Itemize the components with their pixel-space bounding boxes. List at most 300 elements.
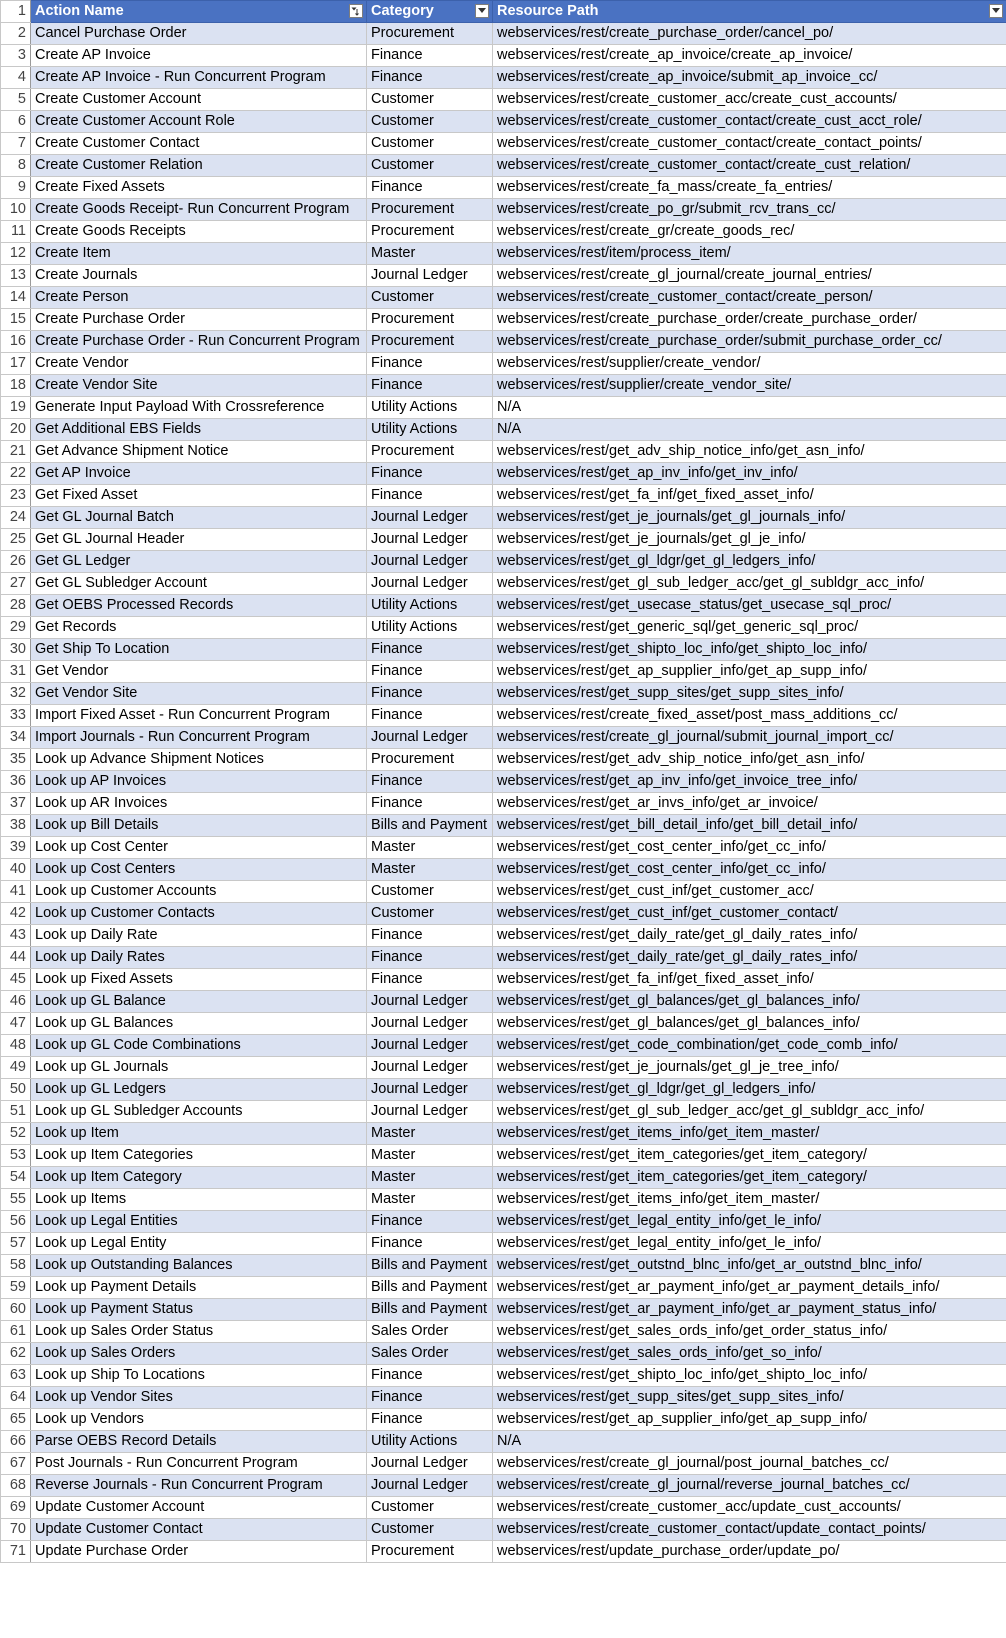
cell-category[interactable]: Customer [367,1497,493,1519]
cell-action-name[interactable]: Get GL Journal Header [31,529,367,551]
row-number[interactable]: 66 [1,1431,31,1453]
filter-dropdown-icon[interactable] [989,4,1003,18]
cell-action-name[interactable]: Look up AR Invoices [31,793,367,815]
cell-action-name[interactable]: Get OEBS Processed Records [31,595,367,617]
cell-action-name[interactable]: Create Vendor Site [31,375,367,397]
row-number[interactable]: 46 [1,991,31,1013]
row-number[interactable]: 26 [1,551,31,573]
cell-resource-path[interactable]: webservices/rest/create_po_gr/submit_rcv_trans_cc/ [493,199,1006,221]
table-row [1,991,1006,1013]
cell-category[interactable]: Journal Ledger [367,1079,493,1101]
cell-resource-path[interactable]: webservices/rest/create_ap_invoice/submit_ap_invoice_cc/ [493,67,1006,89]
cell-category[interactable]: Procurement [367,309,493,331]
cell-action-name[interactable]: Look up Advance Shipment Notices [31,749,367,771]
row-number[interactable]: 56 [1,1211,31,1233]
cell-action-name[interactable]: Create Purchase Order [31,309,367,331]
cell-category[interactable]: Customer [367,287,493,309]
cell-category[interactable]: Finance [367,969,493,991]
cell-action-name[interactable]: Look up Fixed Assets [31,969,367,991]
cell-resource-path[interactable]: webservices/rest/create_customer_acc/create_cust_accounts/ [493,89,1006,111]
cell-category[interactable]: Procurement [367,1541,493,1563]
cell-action-name[interactable]: Look up Payment Details [31,1277,367,1299]
cell-resource-path[interactable]: N/A [493,397,1006,419]
cell-action-name[interactable]: Create Customer Account [31,89,367,111]
column-header-category[interactable] [367,1,493,23]
cell-resource-path[interactable]: webservices/rest/get_legal_entity_info/get_le_info/ [493,1211,1006,1233]
row-number[interactable]: 23 [1,485,31,507]
row-number[interactable]: 39 [1,837,31,859]
cell-resource-path[interactable]: webservices/rest/get_legal_entity_info/get_le_info/ [493,1233,1006,1255]
cell-action-name[interactable]: Update Customer Account [31,1497,367,1519]
table-row [1,1277,1006,1299]
cell-action-name[interactable]: Look up Customer Contacts [31,903,367,925]
cell-resource-path[interactable]: webservices/rest/update_purchase_order/update_po/ [493,1541,1006,1563]
cell-resource-path[interactable]: webservices/rest/get_bill_detail_info/get_bill_detail_info/ [493,815,1006,837]
cell-resource-path[interactable]: webservices/rest/create_gl_journal/post_journal_batches_cc/ [493,1453,1006,1475]
cell-action-name[interactable]: Create Journals [31,265,367,287]
row-number[interactable]: 14 [1,287,31,309]
cell-category[interactable]: Journal Ledger [367,573,493,595]
cell-category[interactable]: Bills and Payment [367,815,493,837]
row-number[interactable]: 43 [1,925,31,947]
cell-resource-path[interactable]: webservices/rest/get_cust_inf/get_customer_acc/ [493,881,1006,903]
cell-resource-path[interactable]: webservices/rest/create_fixed_asset/post_mass_additions_cc/ [493,705,1006,727]
cell-action-name[interactable]: Import Journals - Run Concurrent Program [31,727,367,749]
cell-resource-path[interactable]: webservices/rest/create_gr/create_goods_rec/ [493,221,1006,243]
row-number[interactable]: 19 [1,397,31,419]
cell-action-name[interactable]: Look up Ship To Locations [31,1365,367,1387]
row-number[interactable]: 2 [1,23,31,45]
cell-category[interactable]: Finance [367,705,493,727]
cell-resource-path[interactable]: webservices/rest/create_ap_invoice/create_ap_invoice/ [493,45,1006,67]
cell-category[interactable]: Customer [367,155,493,177]
cell-action-name[interactable]: Look up Cost Center [31,837,367,859]
cell-category[interactable]: Journal Ledger [367,727,493,749]
cell-resource-path[interactable]: webservices/rest/get_ap_supplier_info/get_ap_supp_info/ [493,1409,1006,1431]
row-number[interactable]: 36 [1,771,31,793]
cell-resource-path[interactable]: N/A [493,1431,1006,1453]
cell-category[interactable]: Sales Order [367,1321,493,1343]
cell-category[interactable]: Journal Ledger [367,529,493,551]
row-number[interactable]: 53 [1,1145,31,1167]
row-number[interactable]: 6 [1,111,31,133]
cell-action-name[interactable]: Look up GL Ledgers [31,1079,367,1101]
cell-resource-path[interactable]: webservices/rest/get_ap_inv_info/get_invoice_tree_info/ [493,771,1006,793]
cell-resource-path[interactable]: webservices/rest/get_cost_center_info/get_cc_info/ [493,859,1006,881]
row-number[interactable]: 31 [1,661,31,683]
cell-action-name[interactable]: Get Vendor Site [31,683,367,705]
cell-resource-path[interactable]: webservices/rest/get_cust_inf/get_customer_contact/ [493,903,1006,925]
cell-resource-path[interactable]: webservices/rest/get_sales_ords_info/get_order_status_info/ [493,1321,1006,1343]
cell-category[interactable]: Customer [367,881,493,903]
cell-category[interactable]: Customer [367,111,493,133]
cell-resource-path[interactable]: webservices/rest/get_gl_sub_ledger_acc/get_gl_subldgr_acc_info/ [493,573,1006,595]
cell-action-name[interactable]: Get Records [31,617,367,639]
cell-category[interactable]: Procurement [367,199,493,221]
cell-category[interactable]: Procurement [367,221,493,243]
cell-action-name[interactable]: Look up Bill Details [31,815,367,837]
column-header-label: Action Name [35,3,124,19]
cell-category[interactable]: Journal Ledger [367,991,493,1013]
row-number[interactable]: 47 [1,1013,31,1035]
row-number[interactable]: 48 [1,1035,31,1057]
row-number[interactable]: 55 [1,1189,31,1211]
cell-action-name[interactable]: Look up Sales Orders [31,1343,367,1365]
cell-resource-path[interactable]: webservices/rest/get_adv_ship_notice_info/get_asn_info/ [493,749,1006,771]
cell-action-name[interactable]: Get Additional EBS Fields [31,419,367,441]
cell-category[interactable]: Master [367,1123,493,1145]
cell-action-name[interactable]: Get Fixed Asset [31,485,367,507]
cell-resource-path[interactable]: webservices/rest/create_gl_journal/create_journal_entries/ [493,265,1006,287]
row-number[interactable]: 58 [1,1255,31,1277]
cell-action-name[interactable]: Get GL Subledger Account [31,573,367,595]
cell-category[interactable]: Procurement [367,23,493,45]
row-number[interactable]: 11 [1,221,31,243]
cell-resource-path[interactable]: webservices/rest/get_generic_sql/get_generic_sql_proc/ [493,617,1006,639]
cell-action-name[interactable]: Create Customer Contact [31,133,367,155]
table-row [1,1541,1006,1563]
cell-resource-path[interactable]: webservices/rest/get_sales_ords_info/get_so_info/ [493,1343,1006,1365]
cell-action-name[interactable]: Create Customer Relation [31,155,367,177]
cell-category[interactable]: Finance [367,67,493,89]
cell-resource-path[interactable]: webservices/rest/get_items_info/get_item_master/ [493,1123,1006,1145]
row-number[interactable]: 25 [1,529,31,551]
cell-action-name[interactable]: Generate Input Payload With Crossreference [31,397,367,419]
cell-category[interactable]: Finance [367,45,493,67]
cell-category[interactable]: Master [367,243,493,265]
cell-action-name[interactable]: Look up Outstanding Balances [31,1255,367,1277]
cell-action-name[interactable]: Update Purchase Order [31,1541,367,1563]
row-number[interactable]: 40 [1,859,31,881]
cell-resource-path[interactable]: webservices/rest/supplier/create_vendor/ [493,353,1006,375]
filter-dropdown-icon[interactable] [475,4,489,18]
cell-resource-path[interactable]: webservices/rest/get_je_journals/get_gl_je_tree_info/ [493,1057,1006,1079]
cell-category[interactable]: Master [367,1167,493,1189]
row-number[interactable]: 59 [1,1277,31,1299]
cell-action-name[interactable]: Create Goods Receipt- Run Concurrent Program [31,199,367,221]
cell-category[interactable]: Finance [367,661,493,683]
table-row [1,1365,1006,1387]
cell-resource-path[interactable]: webservices/rest/get_items_info/get_item_master/ [493,1189,1006,1211]
row-number[interactable]: 60 [1,1299,31,1321]
cell-category[interactable]: Master [367,1145,493,1167]
cell-resource-path[interactable]: webservices/rest/get_ap_supplier_info/get_ap_supp_info/ [493,661,1006,683]
cell-category[interactable]: Customer [367,1519,493,1541]
cell-action-name[interactable]: Look up Daily Rates [31,947,367,969]
row-number[interactable]: 13 [1,265,31,287]
cell-category[interactable]: Finance [367,1365,493,1387]
cell-action-name[interactable]: Look up Legal Entity [31,1233,367,1255]
cell-resource-path[interactable]: webservices/rest/get_fa_inf/get_fixed_asset_info/ [493,485,1006,507]
cell-resource-path[interactable]: N/A [493,419,1006,441]
cell-resource-path[interactable]: webservices/rest/get_ar_payment_info/get_ar_payment_details_info/ [493,1277,1006,1299]
cell-action-name[interactable]: Create Goods Receipts [31,221,367,243]
row-number[interactable]: 33 [1,705,31,727]
table-row [1,199,1006,221]
cell-resource-path[interactable]: webservices/rest/get_item_categories/get_item_category/ [493,1167,1006,1189]
cell-category[interactable]: Procurement [367,331,493,353]
cell-category[interactable]: Finance [367,639,493,661]
row-number[interactable]: 38 [1,815,31,837]
cell-category[interactable]: Sales Order [367,1343,493,1365]
cell-category[interactable]: Customer [367,133,493,155]
cell-resource-path[interactable]: webservices/rest/get_outstnd_blnc_info/get_ar_outstnd_blnc_info/ [493,1255,1006,1277]
cell-resource-path[interactable]: webservices/rest/get_cost_center_info/get_cc_info/ [493,837,1006,859]
cell-resource-path[interactable]: webservices/rest/get_ap_inv_info/get_inv_info/ [493,463,1006,485]
row-number[interactable]: 10 [1,199,31,221]
row-number[interactable]: 63 [1,1365,31,1387]
row-number[interactable]: 62 [1,1343,31,1365]
sort-filter-icon[interactable] [349,4,363,18]
cell-category[interactable]: Finance [367,1387,493,1409]
row-number[interactable]: 65 [1,1409,31,1431]
cell-action-name[interactable]: Look up GL Journals [31,1057,367,1079]
cell-resource-path[interactable]: webservices/rest/get_shipto_loc_info/get_shipto_loc_info/ [493,639,1006,661]
cell-category[interactable]: Finance [367,1211,493,1233]
column-header-resource-path[interactable] [493,1,1006,23]
cell-action-name[interactable]: Get GL Journal Batch [31,507,367,529]
cell-category[interactable]: Finance [367,177,493,199]
row-number[interactable]: 34 [1,727,31,749]
cell-category[interactable]: Finance [367,793,493,815]
cell-category[interactable]: Journal Ledger [367,507,493,529]
cell-action-name[interactable]: Look up AP Invoices [31,771,367,793]
cell-action-name[interactable]: Look up GL Balances [31,1013,367,1035]
cell-category[interactable]: Master [367,859,493,881]
cell-action-name[interactable]: Look up GL Balance [31,991,367,1013]
cell-resource-path[interactable]: webservices/rest/get_item_categories/get_item_category/ [493,1145,1006,1167]
cell-category[interactable]: Finance [367,1409,493,1431]
row-number[interactable]: 21 [1,441,31,463]
cell-action-name[interactable]: Get Vendor [31,661,367,683]
cell-resource-path[interactable]: webservices/rest/get_gl_balances/get_gl_balances_info/ [493,1013,1006,1035]
cell-action-name[interactable]: Look up Items [31,1189,367,1211]
cell-resource-path[interactable]: webservices/rest/get_fa_inf/get_fixed_asset_info/ [493,969,1006,991]
cell-category[interactable]: Utility Actions [367,397,493,419]
cell-action-name[interactable]: Look up GL Subledger Accounts [31,1101,367,1123]
cell-category[interactable]: Journal Ledger [367,1057,493,1079]
cell-category[interactable]: Finance [367,463,493,485]
row-number[interactable]: 54 [1,1167,31,1189]
cell-action-name[interactable]: Create Customer Account Role [31,111,367,133]
row-number[interactable]: 17 [1,353,31,375]
cell-category[interactable]: Journal Ledger [367,551,493,573]
cell-category[interactable]: Finance [367,925,493,947]
cell-resource-path[interactable]: webservices/rest/create_customer_contact/create_contact_points/ [493,133,1006,155]
cell-category[interactable]: Bills and Payment [367,1255,493,1277]
cell-resource-path[interactable]: webservices/rest/item/process_item/ [493,243,1006,265]
cell-resource-path[interactable]: webservices/rest/create_gl_journal/reverse_journal_batches_cc/ [493,1475,1006,1497]
cell-action-name[interactable]: Create Person [31,287,367,309]
table-row [1,111,1006,133]
cell-action-name[interactable]: Look up Legal Entities [31,1211,367,1233]
cell-action-name[interactable]: Look up Daily Rate [31,925,367,947]
cell-category[interactable]: Bills and Payment [367,1277,493,1299]
cell-category[interactable]: Finance [367,485,493,507]
cell-action-name[interactable]: Look up Cost Centers [31,859,367,881]
row-number[interactable]: 7 [1,133,31,155]
cell-category[interactable]: Journal Ledger [367,1013,493,1035]
cell-action-name[interactable]: Look up GL Code Combinations [31,1035,367,1057]
cell-resource-path[interactable]: webservices/rest/create_customer_contact/create_cust_relation/ [493,155,1006,177]
table-row [1,397,1006,419]
cell-category[interactable]: Journal Ledger [367,1453,493,1475]
row-number[interactable]: 70 [1,1519,31,1541]
cell-action-name[interactable]: Create Purchase Order - Run Concurrent Program [31,331,367,353]
cell-category[interactable]: Master [367,1189,493,1211]
row-number[interactable]: 29 [1,617,31,639]
cell-resource-path[interactable]: webservices/rest/create_gl_journal/submit_journal_import_cc/ [493,727,1006,749]
cell-category[interactable]: Utility Actions [367,419,493,441]
row-number[interactable]: 45 [1,969,31,991]
cell-action-name[interactable]: Look up Vendors [31,1409,367,1431]
table-row [1,617,1006,639]
cell-resource-path[interactable]: webservices/rest/get_adv_ship_notice_info/get_asn_info/ [493,441,1006,463]
cell-action-name[interactable]: Post Journals - Run Concurrent Program [31,1453,367,1475]
cell-action-name[interactable]: Reverse Journals - Run Concurrent Program [31,1475,367,1497]
row-number[interactable]: 20 [1,419,31,441]
cell-action-name[interactable]: Import Fixed Asset - Run Concurrent Program [31,705,367,727]
row-number[interactable]: 16 [1,331,31,353]
cell-category[interactable]: Customer [367,903,493,925]
cell-category[interactable]: Utility Actions [367,595,493,617]
cell-resource-path[interactable]: webservices/rest/get_code_combination/get_code_comb_info/ [493,1035,1006,1057]
cell-action-name[interactable]: Look up Vendor Sites [31,1387,367,1409]
cell-category[interactable]: Procurement [367,749,493,771]
cell-resource-path[interactable]: webservices/rest/create_customer_contact/create_person/ [493,287,1006,309]
row-number[interactable]: 1 [1,1,31,23]
cell-resource-path[interactable]: webservices/rest/supplier/create_vendor_site/ [493,375,1006,397]
cell-category[interactable]: Master [367,837,493,859]
cell-resource-path[interactable]: webservices/rest/get_gl_ldgr/get_gl_ledgers_info/ [493,1079,1006,1101]
cell-category[interactable]: Finance [367,771,493,793]
row-number[interactable]: 18 [1,375,31,397]
cell-category[interactable]: Finance [367,947,493,969]
cell-category[interactable]: Customer [367,89,493,111]
cell-resource-path[interactable]: webservices/rest/create_customer_contact/create_cust_acct_role/ [493,111,1006,133]
table-row [1,969,1006,991]
row-number[interactable]: 22 [1,463,31,485]
row-number[interactable]: 3 [1,45,31,67]
cell-resource-path[interactable]: webservices/rest/get_ar_payment_info/get_ar_payment_status_info/ [493,1299,1006,1321]
row-number[interactable]: 27 [1,573,31,595]
cell-action-name[interactable]: Parse OEBS Record Details [31,1431,367,1453]
cell-category[interactable]: Journal Ledger [367,1475,493,1497]
cell-action-name[interactable]: Create Fixed Assets [31,177,367,199]
cell-action-name[interactable]: Look up Sales Order Status [31,1321,367,1343]
row-number[interactable]: 32 [1,683,31,705]
row-number[interactable]: 61 [1,1321,31,1343]
row-number[interactable]: 28 [1,595,31,617]
row-number[interactable]: 37 [1,793,31,815]
row-number[interactable]: 5 [1,89,31,111]
row-number[interactable]: 68 [1,1475,31,1497]
cell-action-name[interactable]: Look up Item [31,1123,367,1145]
row-number[interactable]: 64 [1,1387,31,1409]
cell-action-name[interactable]: Get Advance Shipment Notice [31,441,367,463]
row-number[interactable]: 51 [1,1101,31,1123]
cell-resource-path[interactable]: webservices/rest/get_usecase_status/get_usecase_sql_proc/ [493,595,1006,617]
cell-action-name[interactable]: Look up Customer Accounts [31,881,367,903]
cell-resource-path[interactable]: webservices/rest/get_gl_ldgr/get_gl_ledgers_info/ [493,551,1006,573]
table-row [1,1387,1006,1409]
row-number[interactable]: 49 [1,1057,31,1079]
cell-category[interactable]: Utility Actions [367,617,493,639]
cell-resource-path[interactable]: webservices/rest/create_customer_acc/update_cust_accounts/ [493,1497,1006,1519]
row-number[interactable]: 67 [1,1453,31,1475]
cell-category[interactable]: Finance [367,683,493,705]
row-number[interactable]: 41 [1,881,31,903]
cell-resource-path[interactable]: webservices/rest/create_purchase_order/create_purchase_order/ [493,309,1006,331]
cell-category[interactable]: Bills and Payment [367,1299,493,1321]
cell-resource-path[interactable]: webservices/rest/get_daily_rate/get_gl_daily_rates_info/ [493,925,1006,947]
row-number[interactable]: 69 [1,1497,31,1519]
cell-resource-path[interactable]: webservices/rest/create_fa_mass/create_fa_entries/ [493,177,1006,199]
cell-category[interactable]: Journal Ledger [367,1035,493,1057]
cell-action-name[interactable]: Create AP Invoice [31,45,367,67]
table-row [1,507,1006,529]
cell-action-name[interactable]: Update Customer Contact [31,1519,367,1541]
row-number[interactable]: 57 [1,1233,31,1255]
row-number[interactable]: 12 [1,243,31,265]
cell-resource-path[interactable]: webservices/rest/create_purchase_order/submit_purchase_order_cc/ [493,331,1006,353]
cell-category[interactable]: Journal Ledger [367,1101,493,1123]
cell-action-name[interactable]: Get Ship To Location [31,639,367,661]
cell-action-name[interactable]: Look up Item Categories [31,1145,367,1167]
cell-category[interactable]: Utility Actions [367,1431,493,1453]
cell-action-name[interactable]: Look up Payment Status [31,1299,367,1321]
cell-resource-path[interactable]: webservices/rest/get_gl_balances/get_gl_balances_info/ [493,991,1006,1013]
cell-category[interactable]: Finance [367,353,493,375]
cell-category[interactable]: Procurement [367,441,493,463]
row-number[interactable]: 8 [1,155,31,177]
row-number[interactable]: 35 [1,749,31,771]
cell-action-name[interactable]: Get GL Ledger [31,551,367,573]
row-number[interactable]: 44 [1,947,31,969]
cell-action-name[interactable]: Cancel Purchase Order [31,23,367,45]
cell-action-name[interactable]: Create Item [31,243,367,265]
cell-category[interactable]: Journal Ledger [367,265,493,287]
row-number[interactable]: 30 [1,639,31,661]
cell-resource-path[interactable]: webservices/rest/get_je_journals/get_gl_je_info/ [493,529,1006,551]
table-row [1,903,1006,925]
cell-action-name[interactable]: Get AP Invoice [31,463,367,485]
cell-resource-path[interactable]: webservices/rest/get_gl_sub_ledger_acc/get_gl_subldgr_acc_info/ [493,1101,1006,1123]
cell-category[interactable]: Finance [367,375,493,397]
row-number[interactable]: 50 [1,1079,31,1101]
row-number[interactable]: 9 [1,177,31,199]
row-number[interactable]: 24 [1,507,31,529]
cell-action-name[interactable]: Create Vendor [31,353,367,375]
cell-resource-path[interactable]: webservices/rest/create_purchase_order/cancel_po/ [493,23,1006,45]
cell-resource-path[interactable]: webservices/rest/get_supp_sites/get_supp_sites_info/ [493,683,1006,705]
cell-resource-path[interactable]: webservices/rest/get_je_journals/get_gl_journals_info/ [493,507,1006,529]
row-number[interactable]: 15 [1,309,31,331]
cell-resource-path[interactable]: webservices/rest/create_customer_contact/update_contact_points/ [493,1519,1006,1541]
row-number[interactable]: 42 [1,903,31,925]
column-header-action-name[interactable] [31,1,367,23]
cell-action-name[interactable]: Look up Item Category [31,1167,367,1189]
cell-category[interactable]: Finance [367,1233,493,1255]
cell-resource-path[interactable]: webservices/rest/get_daily_rate/get_gl_daily_rates_info/ [493,947,1006,969]
cell-action-name[interactable]: Create AP Invoice - Run Concurrent Program [31,67,367,89]
cell-resource-path[interactable]: webservices/rest/get_supp_sites/get_supp_sites_info/ [493,1387,1006,1409]
row-number[interactable]: 4 [1,67,31,89]
row-number[interactable]: 52 [1,1123,31,1145]
row-number[interactable]: 71 [1,1541,31,1563]
cell-resource-path[interactable]: webservices/rest/get_shipto_loc_info/get_shipto_loc_info/ [493,1365,1006,1387]
cell-resource-path[interactable]: webservices/rest/get_ar_invs_info/get_ar_invoice/ [493,793,1006,815]
